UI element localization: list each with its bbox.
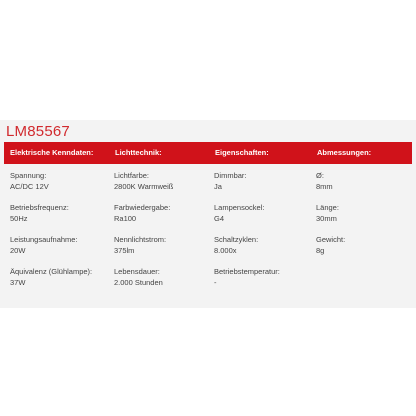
spec-cell — [214, 267, 280, 288]
spec-cell — [114, 235, 166, 256]
spec-table-header — [4, 142, 412, 164]
spec-value: 2800K Warmweiß — [114, 181, 174, 191]
spec-label: Dimmbar: — [214, 171, 247, 180]
spec-cell — [214, 203, 264, 224]
spec-value: 8g — [316, 245, 325, 255]
spec-value: 8mm — [316, 181, 333, 191]
spec-label: Farbwiedergabe: — [114, 203, 171, 212]
header-electrical: Elektrische Kenndaten: — [10, 148, 94, 157]
header-dimensions: Abmessungen: — [317, 148, 372, 157]
spec-label: Betriebstemperatur: — [214, 267, 280, 276]
spec-label: Betriebsfrequenz: — [10, 203, 69, 212]
spec-cell — [316, 171, 333, 192]
spec-label: Äquivalenz (Glühlampe): — [10, 267, 93, 276]
spec-label: Leistungsaufnahme: — [10, 235, 78, 244]
spec-label: Ø: — [316, 171, 324, 180]
spec-value: 20W — [10, 245, 26, 255]
spec-label: Lichtfarbe: — [114, 171, 150, 180]
spec-cell — [214, 235, 258, 256]
spec-cell — [114, 267, 163, 288]
spec-value: 30mm — [316, 213, 337, 223]
spec-value: - — [214, 277, 217, 287]
spec-label: Lebensdauer: — [114, 267, 160, 276]
spec-value: G4 — [214, 213, 225, 223]
spec-cell — [114, 171, 173, 192]
spec-cell — [10, 171, 49, 192]
spec-label: Spannung: — [10, 171, 47, 180]
spec-label: Lampensockel: — [214, 203, 265, 212]
spec-cell — [114, 203, 170, 224]
spec-value: 8.000x — [214, 245, 237, 255]
spec-label: Gewicht: — [316, 235, 346, 244]
spec-value: Ja — [214, 181, 222, 191]
spec-label: Nennlichtstrom: — [114, 235, 167, 244]
header-properties: Eigenschaften: — [215, 148, 269, 157]
product-title: LM85567 — [6, 123, 70, 140]
product-spec-panel — [0, 120, 416, 308]
spec-value: 2.000 Stunden — [114, 277, 163, 287]
spec-cell — [214, 171, 247, 192]
spec-cell — [10, 267, 92, 288]
header-lighting: Lichttechnik: — [115, 148, 162, 157]
spec-value: AC/DC 12V — [10, 181, 49, 191]
spec-cell — [316, 203, 339, 224]
spec-cell — [10, 235, 78, 256]
spec-value: 50Hz — [10, 213, 28, 223]
spec-cell — [10, 203, 69, 224]
spec-cell — [316, 235, 345, 256]
spec-label: Länge: — [316, 203, 339, 212]
spec-label: Schaltzyklen: — [214, 235, 259, 244]
spec-value: Ra100 — [114, 213, 137, 223]
spec-value: 37W — [10, 277, 26, 287]
spec-value: 375lm — [114, 245, 135, 255]
